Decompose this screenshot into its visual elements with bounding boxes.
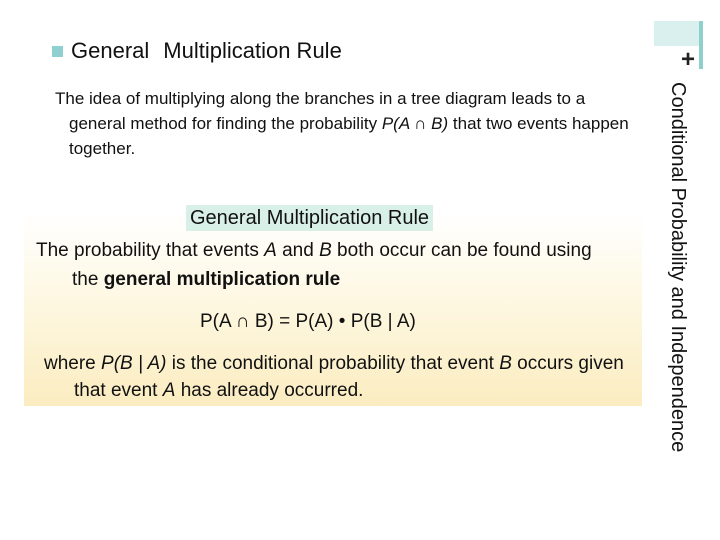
title-rest: Multiplication Rule	[163, 38, 342, 63]
intro-probability-expression: P(A ∩ B)	[381, 114, 449, 133]
where-var-a: A	[162, 380, 176, 401]
where-text-b: is the conditional probability that event	[166, 353, 500, 374]
intro-paragraph	[55, 86, 635, 161]
intro-text-b: that two events happen together.	[69, 114, 629, 158]
title-word-general: General	[71, 38, 150, 63]
where-statement	[44, 350, 634, 404]
where-text-a: where	[44, 353, 102, 374]
multiplication-formula: P(A ∩ B) = P(A) • P(B | A)	[200, 311, 416, 332]
intro-text-a: The idea of multiplying along the branches in a tree diagram leads to a general method for finding the probability	[55, 89, 586, 133]
where-text-c: occurs given that event	[74, 353, 624, 401]
where-expression: P(B | A)	[101, 353, 167, 374]
rule-text-c: both occur can be found using the	[72, 240, 592, 290]
section-side-label: Conditional Probability and Independence	[667, 82, 689, 453]
side-accent-bar	[699, 21, 703, 69]
rule-bold-term: general multiplication rule	[103, 269, 341, 290]
where-text-d: has already occurred.	[175, 380, 364, 401]
rule-var-a: A	[264, 240, 277, 261]
where-var-b: B	[499, 353, 512, 374]
rule-text-b: and	[276, 240, 320, 261]
rule-heading: General Multiplication Rule	[186, 205, 433, 231]
square-bullet-icon	[52, 46, 63, 57]
rule-statement	[0, 236, 604, 294]
rule-text-a: The probability that events	[36, 240, 265, 261]
slide-title	[52, 38, 342, 64]
corner-decoration	[654, 21, 699, 46]
rule-var-b: B	[319, 240, 332, 261]
plus-icon: +	[681, 46, 696, 73]
